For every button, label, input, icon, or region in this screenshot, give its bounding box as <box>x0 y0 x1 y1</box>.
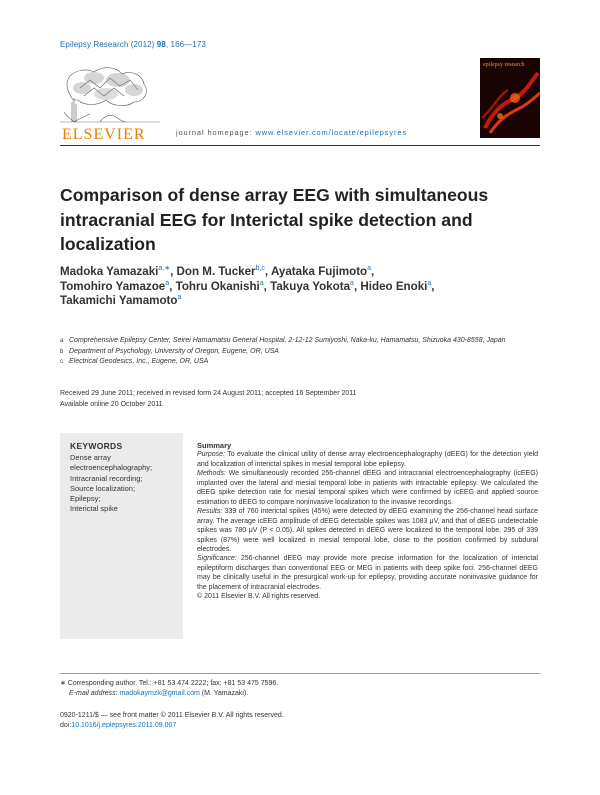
summary-section-text: 339 of 760 interictal spikes (45%) were detected by dEEG examining the 256-channel head surface array. The average icEEG amplitude of dEEG detectable spikes was 1083 μV, and that of dEEG undetectable spikes was 780 μV (P < 0.05). All spikes detected in dEEG were localized to the temporal lobe. 295 of 339 spikes (87%) were well localized in mesial temporal lobe, close to the position confirmed by subdural electrodes. <box>197 508 538 553</box>
email-label: E-mail address: <box>69 689 120 697</box>
author-line <box>60 294 540 309</box>
author-name[interactable]: Hideo Enoki <box>360 279 428 293</box>
article-history <box>60 389 357 410</box>
doi-prefix: doi: <box>60 721 72 729</box>
author-separator: , <box>169 279 176 293</box>
author-affiliation-marker[interactable]: a <box>177 294 182 302</box>
affiliation-text: Department of Psychology, University of Oregon, Eugene, OR, USA <box>69 347 279 355</box>
homepage-link[interactable]: www.elsevier.com/locate/epilepsyres <box>255 128 407 137</box>
abstract-box <box>60 433 540 639</box>
summary-section-label: Purpose: <box>197 451 226 459</box>
author-affiliation-marker[interactable]: b,c <box>255 265 265 272</box>
summary-section-label: Results: <box>197 508 223 516</box>
header-rule <box>60 145 540 146</box>
author-separator: , <box>353 279 361 293</box>
corresponding-author-footnote <box>60 679 540 698</box>
author-line <box>60 280 540 295</box>
journal-pages: , 166—173 <box>165 40 206 49</box>
author-separator: , <box>431 279 435 293</box>
author-affiliation-marker[interactable]: a <box>427 279 432 287</box>
summary-section <box>197 554 538 592</box>
author-name[interactable]: Takamichi Yamamoto <box>60 294 178 308</box>
author-name[interactable]: Don M. Tucker <box>176 265 256 278</box>
author-list <box>60 265 540 309</box>
available-online: Available online 20 October 2011 <box>60 400 163 408</box>
cover-artwork <box>480 58 540 138</box>
summary-heading: Summary <box>197 441 232 450</box>
author-name[interactable]: Ayataka Fujimoto <box>270 265 368 278</box>
elsevier-wordmark: ELSEVIER <box>62 126 146 143</box>
issn-block <box>60 711 284 730</box>
author-separator: , <box>371 265 375 278</box>
summary <box>197 441 538 602</box>
author-separator: , <box>264 265 271 278</box>
author-name[interactable]: Madoka Yamazaki <box>60 265 159 278</box>
email-suffix: (M. Yamazaki). <box>199 689 249 697</box>
summary-section <box>197 469 538 507</box>
author-line <box>60 265 540 280</box>
corresponding-author: ∗ Corresponding author. Tel.: +81 53 474 2222; fax: +81 53 475 7596. <box>60 680 279 687</box>
author-affiliation-marker[interactable]: a <box>350 279 354 287</box>
keywords-heading: KEYWORDS <box>70 441 123 451</box>
author-affiliation-marker[interactable]: a <box>165 279 170 287</box>
copyright: © 2011 Elsevier B.V. All rights reserved. <box>197 593 321 601</box>
journal-citation[interactable] <box>60 40 206 49</box>
affiliations <box>60 336 540 368</box>
author-name[interactable]: Takuya Yokota <box>270 279 351 293</box>
summary-section-text: 256-channel dEEG may provide more precise information for the localization of interictal epileptiform discharges than conventional EEG or MEG in patients with deep spike foci. 256-channel dEEG may be clinically useful in the presurgical work-up for epilepsy, providing accurate noninvasive guidance for the placement of intracranial electrodes. <box>197 555 538 591</box>
summary-section-label: Significance: <box>197 555 237 563</box>
summary-section <box>197 450 538 469</box>
author-affiliation-marker[interactable]: a <box>259 279 264 287</box>
summary-section-label: Methods: <box>197 470 226 478</box>
affiliation-marker: a <box>60 338 64 344</box>
keyword-item[interactable]: Source localization; <box>70 483 136 493</box>
author-separator: , <box>263 279 271 293</box>
affiliation-marker: b <box>60 348 64 355</box>
affiliation-item <box>60 347 540 358</box>
email-link[interactable]: madokaymzk@gmail.com <box>119 689 200 697</box>
footnote-rule <box>60 673 540 674</box>
keyword-item[interactable]: Dense array electroencephalography; <box>70 453 153 473</box>
doi-link[interactable]: 10.1016/j.eplepsyres.2011.09.007 <box>71 721 177 729</box>
keyword-item[interactable]: Epilepsy; <box>70 494 101 504</box>
received-dates: Received 29 June 2011; received in revised form 24 August 2011; accepted 16 September 2011 <box>60 390 357 397</box>
homepage-label: journal homepage: <box>176 128 256 137</box>
journal-cover-image <box>480 58 540 138</box>
cover-title: epilepsy research <box>483 62 525 68</box>
summary-section <box>197 507 538 554</box>
issn-line: 0920-1211/$ — see front matter © 2011 Elsevier B.V. All rights reserved. <box>60 712 284 719</box>
author-affiliation-marker[interactable]: a,∗ <box>158 265 171 272</box>
affiliation-text: Electrical Geodesics, Inc., Eugene, OR, USA <box>69 358 209 365</box>
author-affiliation-marker[interactable]: a <box>367 265 372 272</box>
keywords-list <box>70 453 175 515</box>
summary-body <box>197 450 538 592</box>
summary-section-text: To evaluate the clinical utility of dense array electroencephalography (dEEG) for the detection yield and localization of interictal spikes in mesial temporal lobe epilepsy. <box>197 451 538 468</box>
keyword-item[interactable]: Intracranial recording; <box>70 473 143 483</box>
keyword-item[interactable]: Interictal spike <box>70 504 118 514</box>
affiliation-item <box>60 357 540 368</box>
journal-homepage <box>176 128 407 137</box>
journal-name: Epilepsy Research (2012) <box>60 40 155 49</box>
article-title: Comparison of dense array EEG with simultaneous intracranial EEG for Interictal spike detection and localization <box>60 185 489 254</box>
affiliation-text: Comprehensive Epilepsy Center, Seirei Hamamatsu General Hospital, 2-12-12 Sumiyoshi, Naka-ku, Hamamatsu, Shizuoka 430-8558, Japan <box>69 337 506 344</box>
summary-section-text: We simultaneously recorded 256-channel dEEG and intracranial electroencephalography (icEEG) implanted over the lateral and mesial temporal lobe in patients with intractable epilepsy. We calculated the dEEG spike detection rate for mesial temporal spikes which were confirmed by icEEG and applied source estimation to dEEG to compare noninvasive localization to the invasive recordings. <box>197 470 538 506</box>
keywords-panel <box>60 433 183 639</box>
journal-volume: 98 <box>156 40 166 49</box>
author-name[interactable]: Tohru Okanishi <box>175 279 260 293</box>
affiliation-marker: c <box>60 359 63 365</box>
author-separator: , <box>170 265 177 278</box>
affiliation-item <box>60 336 540 347</box>
author-name[interactable]: Tomohiro Yamazoe <box>60 279 166 293</box>
